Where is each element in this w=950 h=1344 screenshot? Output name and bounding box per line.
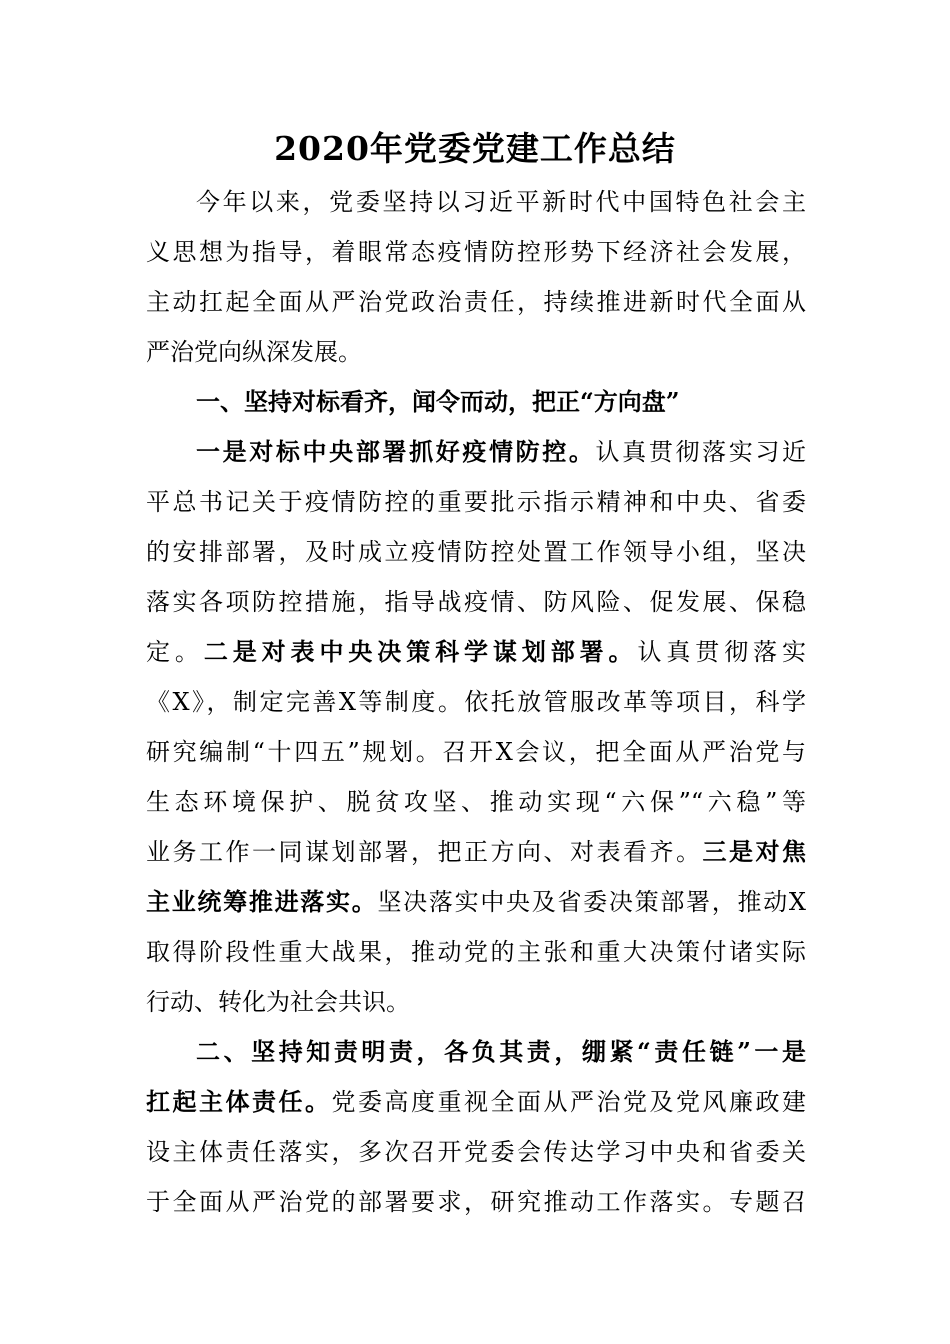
paragraph-line	[146, 627, 806, 677]
paragraph-line	[146, 477, 806, 527]
bold-lead-text: 三是对焦	[702, 837, 806, 866]
text-run: 于全面从严治党的部署要求，研究推动工作落实。专题召	[146, 1188, 806, 1216]
text-run: 研究编制“十四五”规划。召开X会议，把全面从严治党与	[146, 738, 806, 766]
section-heading-1	[196, 377, 806, 427]
paragraph-line	[146, 1077, 806, 1127]
text-run: 严治党向纵深发展。	[146, 338, 362, 366]
paragraph-line	[146, 777, 806, 827]
paragraph-line	[146, 527, 806, 577]
paragraph-line	[196, 427, 806, 477]
text-run: 认真贯彻落实习近	[595, 438, 807, 466]
bold-lead-text: 二是对表中央决策科学谋划部署。	[203, 637, 638, 666]
paragraph-line	[146, 1127, 806, 1177]
paragraph-line	[146, 927, 806, 977]
document-title: 2020年党委党建工作总结	[274, 129, 676, 168]
paragraph-line	[146, 277, 806, 327]
paragraph-line	[146, 977, 806, 1027]
text-run: 设主体责任落实，多次召开党委会传达学习中央和省委关	[146, 1138, 806, 1166]
bold-lead-text: 主业统筹推进落实。	[146, 887, 378, 916]
paragraph-line	[146, 877, 806, 927]
text-run: 主动扛起全面从严治党政治责任，持续推进新时代全面从	[146, 288, 806, 316]
bold-lead-text: 一是对标中央部署抓好疫情防控。	[196, 437, 596, 466]
paragraph-line	[146, 327, 806, 377]
paragraph-line	[146, 1177, 806, 1227]
text-run: 平总书记关于疫情防控的重要批示指示精神和中央、省委	[146, 488, 806, 516]
section-heading-2	[196, 1027, 806, 1077]
text-run: 生态环境保护、脱贫攻坚、推动实现“六保”“六稳”等	[146, 788, 806, 816]
text-run: 行动、转化为社会共识。	[146, 988, 410, 1016]
text-run: 定。	[146, 638, 204, 666]
paragraph-line	[146, 577, 806, 627]
paragraph-line	[196, 177, 806, 227]
paragraph-line	[146, 677, 806, 727]
heading-text: 一、坚持对标看齐，闻令而动，把正“方向盘”	[196, 387, 680, 416]
heading-text: 二、坚持知责明责，各负其责，绷紧“责任链”一是	[196, 1037, 806, 1066]
text-run: 今年以来，党委坚持以习近平新时代中国特色社会主	[196, 188, 806, 216]
text-run: 的安排部署，及时成立疫情防控处置工作领导小组，坚决	[146, 538, 806, 566]
text-run: 业务工作一同谋划部署，把正方向、对表看齐。	[146, 838, 703, 866]
bold-lead-text: 扛起主体责任。	[146, 1087, 332, 1116]
text-run: 落实各项防控措施，指导战疫情、防风险、促发展、保稳	[146, 588, 806, 616]
text-run: 取得阶段性重大战果，推动党的主张和重大决策付诸实际	[146, 938, 806, 966]
paragraph-line	[146, 827, 806, 877]
text-run: 党委高度重视全面从严治党及党风廉政建	[331, 1088, 806, 1116]
text-run: 认真贯彻落实	[637, 638, 807, 666]
text-run: 《X》，制定完善X等制度。依托放管服改革等项目，科学	[146, 688, 806, 716]
paragraph-line	[146, 727, 806, 777]
text-run: 义思想为指导，着眼常态疫情防控形势下经济社会发展，	[146, 238, 806, 266]
text-run: 坚决落实中央及省委决策部署，推动X	[377, 888, 806, 916]
paragraph-line	[146, 227, 806, 277]
